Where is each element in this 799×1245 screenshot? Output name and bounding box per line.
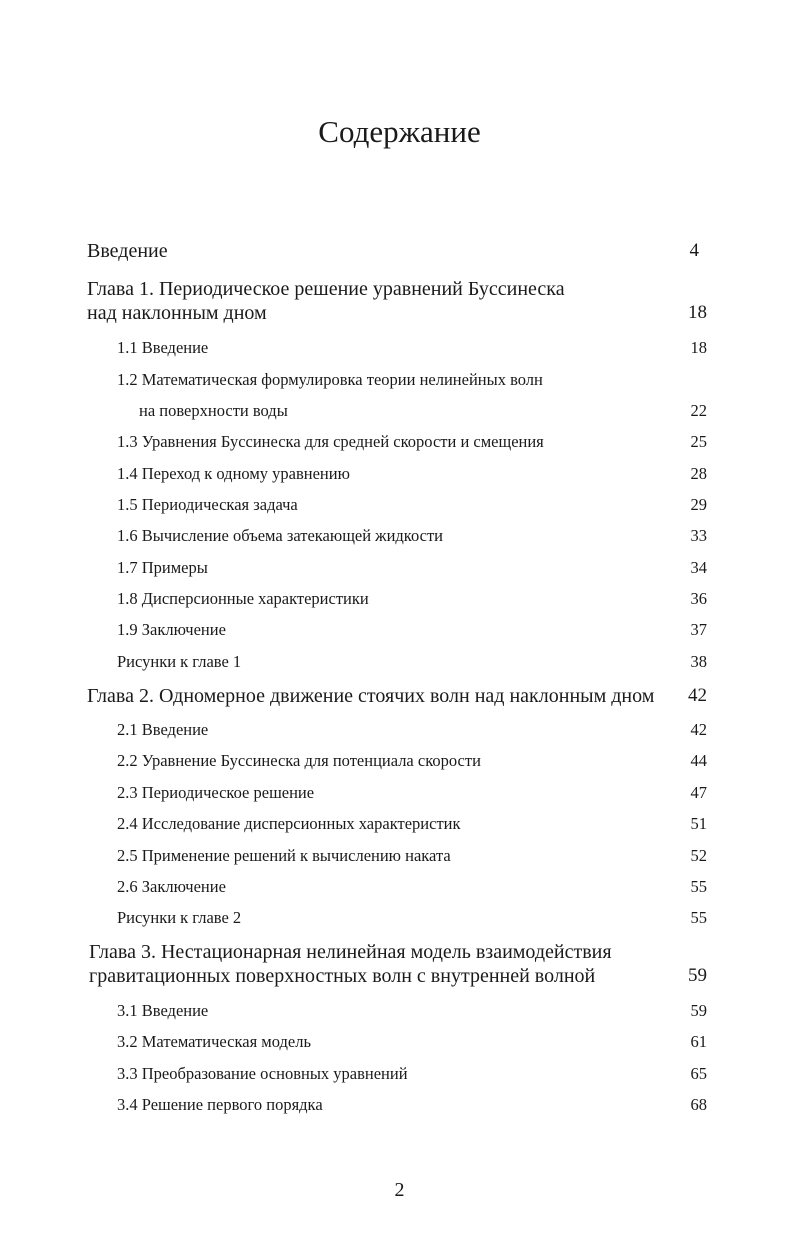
toc-section-1-7: 1.7 Примеры [117, 558, 208, 577]
toc-section-3-4-page: 68 [690, 1095, 707, 1114]
toc-section-1-2-cont: на поверхности воды [139, 401, 288, 420]
toc-section-3-3: 3.3 Преобразование основных уравнений [117, 1064, 408, 1083]
toc-section-1-5-page: 29 [690, 495, 707, 514]
toc-section-2-1: 2.1 Введение [117, 720, 209, 739]
toc-section-1-8-page: 36 [690, 589, 707, 608]
toc-section-1-4-page: 28 [690, 464, 707, 483]
toc-figures-chapter-2-page: 55 [690, 908, 707, 927]
toc-section-3-2-page: 61 [690, 1032, 707, 1051]
toc-chapter-3-page: 59 [688, 965, 707, 986]
toc-section-1-3-page: 25 [690, 432, 707, 451]
toc-figures-chapter-1: Рисунки к главе 1 [117, 652, 242, 671]
toc-page-introduction: 4 [689, 240, 699, 261]
toc-chapter-3-title-cont: гравитационных поверхностных волн с внутренней волной [89, 965, 596, 987]
toc-section-2-5: 2.5 Применение решений к вычислению наката [117, 846, 451, 865]
toc-section-1-6: 1.6 Вычисление объема затекающей жидкости [117, 526, 444, 545]
toc-section-1-7-page: 34 [690, 558, 707, 577]
toc-figures-chapter-1-page: 38 [690, 652, 707, 671]
toc-chapter-2-page: 42 [688, 685, 707, 706]
toc-section-1-8: 1.8 Дисперсионные характеристики [117, 589, 369, 608]
toc-section-2-2-page: 44 [690, 751, 707, 770]
toc-section-2-4-page: 51 [690, 814, 707, 833]
page-number: 2 [394, 1179, 405, 1201]
toc-section-2-6-page: 55 [690, 877, 707, 896]
toc-section-1-5: 1.5 Периодическая задача [117, 495, 298, 514]
toc-chapter-1-page: 18 [688, 302, 707, 323]
toc-section-2-4: 2.4 Исследование дисперсионных характеристик [117, 814, 461, 833]
toc-section-2-1-page: 42 [690, 720, 707, 739]
toc-section-2-5-page: 52 [690, 846, 707, 865]
toc-section-2-6: 2.6 Заключение [117, 877, 226, 896]
toc-figures-chapter-2: Рисунки к главе 2 [117, 908, 242, 927]
toc-section-3-3-page: 65 [690, 1064, 707, 1083]
toc-section-3-1-page: 59 [690, 1001, 707, 1020]
toc-section-1-1-page: 18 [690, 338, 707, 357]
toc-section-1-9-page: 37 [690, 620, 707, 639]
toc-chapter-3-title: Глава 3. Нестационарная нелинейная модель взаимодействия [89, 941, 612, 963]
page-title: Содержание [318, 114, 481, 149]
toc-section-1-9: 1.9 Заключение [117, 620, 226, 639]
toc-section-1-6-page: 33 [690, 526, 707, 545]
toc-chapter-1-title: Глава 1. Периодическое решение уравнений Буссинеска [87, 278, 565, 300]
toc-section-3-4: 3.4 Решение первого порядка [117, 1095, 323, 1114]
toc-section-2-2: 2.2 Уравнение Буссинеска для потенциала скорости [117, 751, 481, 770]
toc-section-1-3: 1.3 Уравнения Буссинеска для средней скорости и смещения [117, 432, 544, 451]
toc-section-1-2-page: 22 [690, 401, 707, 420]
toc-chapter-1-title-cont: над наклонным дном [87, 302, 267, 324]
toc-chapter-2-title: Глава 2. Одномерное движение стоячих волн над наклонным дном [87, 685, 655, 707]
toc-section-3-2: 3.2 Математическая модель [117, 1032, 311, 1051]
toc-section-3-1: 3.1 Введение [117, 1001, 209, 1020]
toc-section-2-3-page: 47 [690, 783, 707, 802]
toc-section-2-3: 2.3 Периодическое решение [117, 783, 315, 802]
toc-section-1-2: 1.2 Математическая формулировка теории нелинейных волн [117, 370, 543, 389]
toc-section-1-1: 1.1 Введение [117, 338, 209, 357]
toc-section-1-4: 1.4 Переход к одному уравнению [117, 464, 350, 483]
toc-entry-introduction: Введение [87, 240, 168, 262]
